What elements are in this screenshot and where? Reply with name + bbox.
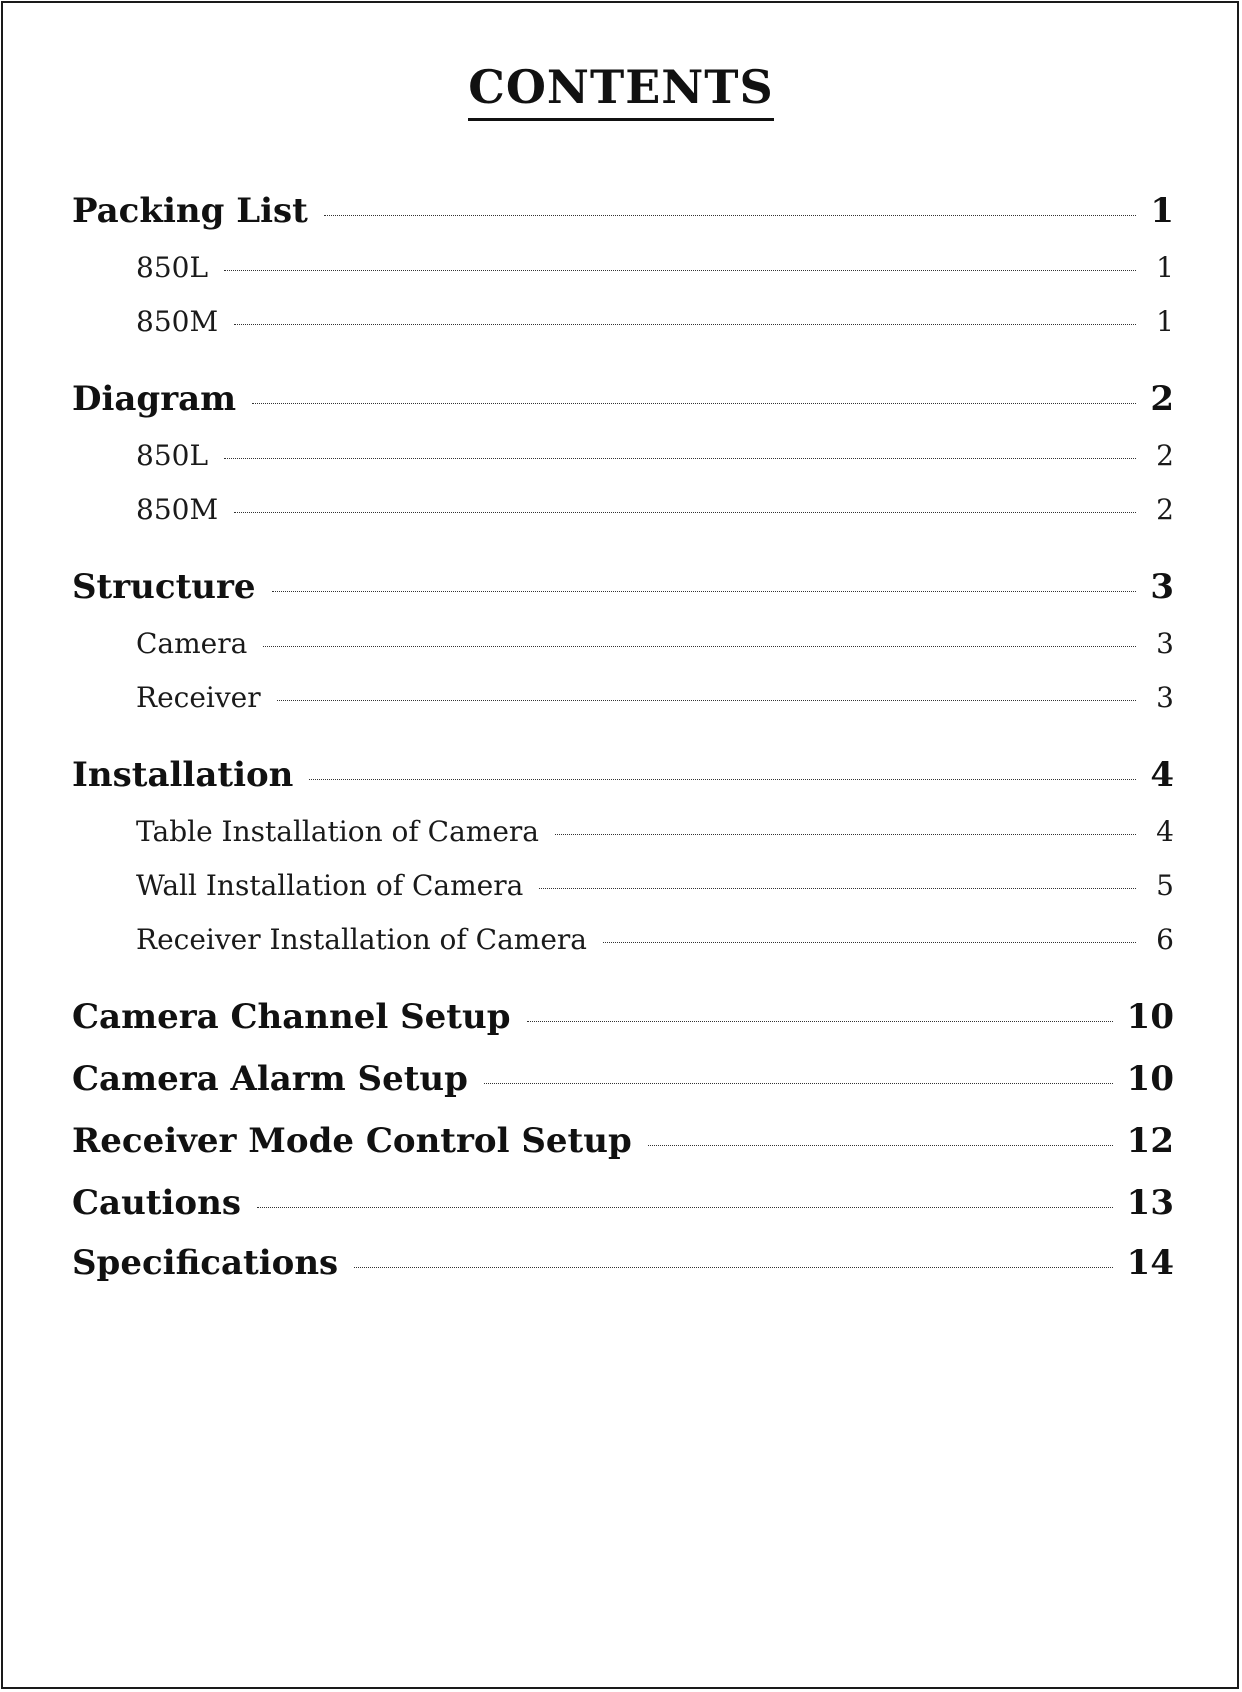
dot-leader: [324, 215, 1136, 216]
toc-page-number: 2: [1150, 379, 1174, 419]
toc-page-number: 3: [1156, 681, 1174, 714]
dot-leader: [263, 646, 1136, 647]
dot-leader: [603, 942, 1136, 943]
toc-subentry-structure-receiver[interactable]: [72, 680, 1174, 716]
toc-page-number: 5: [1156, 869, 1174, 902]
toc-entry-installation[interactable]: [72, 754, 1174, 796]
toc-entry-label: Diagram: [72, 379, 237, 419]
toc-entry-label: Structure: [72, 567, 256, 607]
page-title-text: CONTENTS: [468, 60, 774, 121]
toc-entry-diagram[interactable]: [72, 378, 1174, 420]
toc-subentry-table-installation[interactable]: [72, 814, 1174, 850]
toc-entry-label: Installation: [72, 755, 294, 795]
toc-entry-camera-channel-setup[interactable]: [72, 996, 1174, 1038]
toc-subentry-diagram-850m[interactable]: [72, 492, 1174, 528]
dot-leader: [648, 1145, 1113, 1146]
dot-leader: [272, 591, 1136, 592]
dot-leader: [555, 834, 1136, 835]
dot-leader: [224, 458, 1136, 459]
dot-leader: [224, 270, 1136, 271]
toc-entry-label: Packing List: [72, 191, 308, 231]
toc-subentry-packing-850l[interactable]: [72, 250, 1174, 286]
toc-subentry-label: 850M: [136, 305, 219, 338]
toc-entry-packing-list[interactable]: [72, 190, 1174, 232]
toc-entry-label: Camera Channel Setup: [72, 997, 511, 1037]
toc-entry-label: Specifications: [72, 1243, 339, 1283]
toc-page-number: 4: [1156, 815, 1174, 848]
dot-leader: [234, 512, 1136, 513]
toc-page-number: 1: [1156, 251, 1174, 284]
toc-page-number: 10: [1126, 997, 1174, 1037]
table-of-contents: [72, 190, 1174, 1284]
dot-leader: [354, 1267, 1112, 1268]
toc-page-number: 12: [1126, 1121, 1174, 1161]
dot-leader: [309, 779, 1136, 780]
toc-subentry-label: 850M: [136, 493, 219, 526]
toc-subentry-label: 850L: [136, 439, 209, 472]
dot-leader: [234, 324, 1136, 325]
toc-subentry-wall-installation[interactable]: [72, 868, 1174, 904]
toc-page-number: 2: [1156, 493, 1174, 526]
toc-entry-specifications[interactable]: [72, 1242, 1174, 1284]
toc-entry-cautions[interactable]: [72, 1182, 1174, 1224]
dot-leader: [277, 700, 1136, 701]
toc-subentry-label: Camera: [136, 627, 248, 660]
toc-subentry-structure-camera[interactable]: [72, 626, 1174, 662]
dot-leader: [257, 1207, 1113, 1208]
toc-subentry-label: Wall Installation of Camera: [136, 869, 524, 902]
toc-entry-receiver-mode-control-setup[interactable]: [72, 1120, 1174, 1162]
toc-subentry-label: Receiver: [136, 681, 261, 714]
toc-subentry-packing-850m[interactable]: [72, 304, 1174, 340]
toc-page-number: 3: [1150, 567, 1174, 607]
toc-page-number: 6: [1156, 923, 1174, 956]
toc-page-number: 10: [1126, 1059, 1174, 1099]
toc-page-number: 13: [1126, 1183, 1174, 1223]
toc-subentry-label: 850L: [136, 251, 209, 284]
toc-entry-label: Cautions: [72, 1183, 241, 1223]
toc-page-number: 2: [1156, 439, 1174, 472]
toc-page-number: 1: [1156, 305, 1174, 338]
page-title: [0, 60, 1242, 114]
toc-subentry-diagram-850l[interactable]: [72, 438, 1174, 474]
toc-page-number: 1: [1150, 191, 1174, 231]
toc-page-number: 3: [1156, 627, 1174, 660]
toc-entry-label: Receiver Mode Control Setup: [72, 1121, 632, 1161]
dot-leader: [252, 403, 1136, 404]
dot-leader: [527, 1021, 1113, 1022]
dot-leader: [484, 1083, 1113, 1084]
toc-page-number: 14: [1126, 1243, 1174, 1283]
toc-subentry-receiver-installation[interactable]: [72, 922, 1174, 958]
dot-leader: [539, 888, 1136, 889]
toc-entry-camera-alarm-setup[interactable]: [72, 1058, 1174, 1100]
toc-entry-structure[interactable]: [72, 566, 1174, 608]
toc-subentry-label: Table Installation of Camera: [136, 815, 539, 848]
toc-entry-label: Camera Alarm Setup: [72, 1059, 468, 1099]
toc-page-number: 4: [1150, 755, 1174, 795]
toc-subentry-label: Receiver Installation of Camera: [136, 923, 587, 956]
